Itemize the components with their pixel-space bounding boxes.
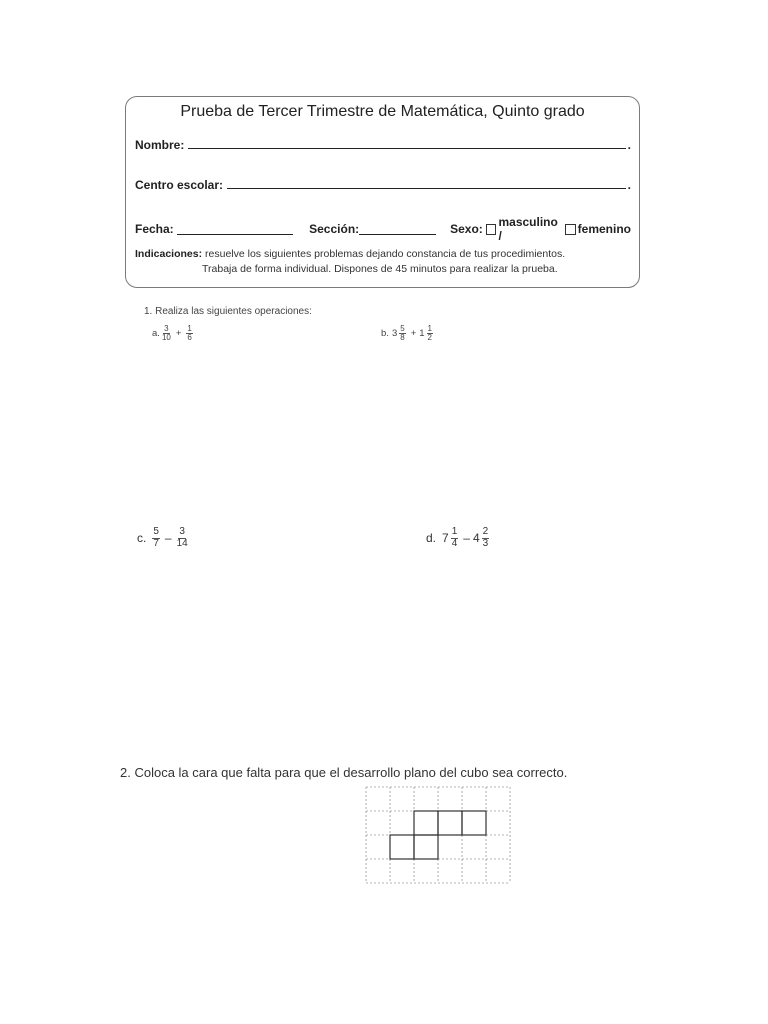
minus-sign: – — [463, 531, 470, 545]
fraction — [186, 325, 192, 343]
cube-net-grid[interactable] — [364, 785, 514, 887]
nombre-label: Nombre: — [135, 138, 185, 152]
denominator: 14 — [176, 537, 188, 549]
nombre-field[interactable] — [135, 137, 631, 152]
femenino-label: femenino — [577, 222, 631, 236]
denominator: 7 — [153, 537, 159, 549]
indicaciones-text-2: Trabaja de forma individual. Dispones de 45 minutos para realizar la prueba. — [202, 263, 558, 275]
operation-d — [426, 527, 491, 549]
denominator: 4 — [451, 537, 458, 549]
numerator: 1 — [451, 526, 458, 537]
nombre-period: . — [627, 138, 631, 152]
fraction — [399, 325, 405, 343]
centro-escolar-line[interactable] — [227, 177, 626, 189]
cube-face — [414, 835, 438, 859]
centro-escolar-field[interactable] — [135, 177, 631, 192]
operation-d-label: d. — [426, 531, 437, 545]
masculino-label: masculino / — [498, 215, 558, 243]
numerator: 1 — [427, 324, 432, 333]
denominator: 2 — [427, 333, 432, 343]
centro-escolar-label: Centro escolar: — [135, 178, 224, 192]
indicaciones-label: Indicaciones: — [135, 248, 203, 260]
whole-number: 4 — [472, 531, 480, 545]
numerator: 5 — [400, 324, 405, 333]
denominator: 10 — [161, 333, 171, 343]
plus-sign: + — [410, 328, 417, 340]
operation-a-label: a. — [152, 328, 160, 340]
fecha-label: Fecha: — [135, 222, 174, 236]
fecha-line[interactable] — [177, 223, 293, 235]
numerator: 3 — [164, 324, 169, 333]
seccion-line[interactable] — [359, 223, 436, 235]
masculino-checkbox[interactable] — [486, 224, 497, 235]
plus-sign: + — [175, 328, 182, 340]
question-2-prompt: 2. Coloca la cara que falta para que el desarrollo plano del cubo sea correcto. — [120, 765, 568, 780]
fraction — [482, 527, 490, 549]
femenino-checkbox[interactable] — [565, 224, 576, 235]
operation-c-label: c. — [137, 531, 147, 545]
question-1-prompt: 1. Realiza las siguientes operaciones: — [144, 306, 312, 317]
numerator: 5 — [153, 526, 159, 537]
operation-a — [152, 325, 195, 343]
cube-face — [390, 835, 414, 859]
whole-number: 1 — [419, 328, 425, 340]
centro-escolar-period: . — [627, 178, 631, 192]
fraction — [427, 325, 433, 343]
indicaciones — [135, 247, 565, 277]
numerator: 3 — [179, 526, 185, 537]
cube-face — [414, 811, 438, 835]
denominator: 8 — [400, 333, 405, 343]
operation-c — [137, 527, 190, 549]
sexo-label: Sexo: — [450, 222, 483, 236]
operation-b-label: b. — [381, 328, 389, 340]
nombre-line[interactable] — [188, 137, 625, 149]
minus-sign: – — [164, 531, 172, 545]
whole-number: 3 — [391, 328, 398, 340]
denominator: 6 — [187, 333, 192, 343]
fraction — [177, 527, 188, 549]
numerator: 2 — [482, 526, 489, 537]
operation-b — [381, 325, 435, 343]
fraction — [451, 527, 459, 549]
fraction — [152, 527, 160, 549]
seccion-label: Sección: — [309, 222, 360, 236]
denominator: 3 — [482, 537, 489, 549]
cube-net-faces — [390, 811, 486, 859]
fecha-seccion-sexo-row — [135, 215, 631, 243]
indicaciones-text-1: resuelve los siguientes problemas dejando constancia de tus procedimientos. — [205, 248, 566, 260]
test-header-box — [125, 96, 640, 288]
cube-face — [438, 811, 462, 835]
numerator: 1 — [187, 324, 192, 333]
test-title: Prueba de Tercer Trimestre de Matemática, Quinto grado — [180, 103, 585, 120]
fraction — [162, 325, 171, 343]
cube-face — [462, 811, 486, 835]
whole-number: 7 — [442, 531, 449, 545]
